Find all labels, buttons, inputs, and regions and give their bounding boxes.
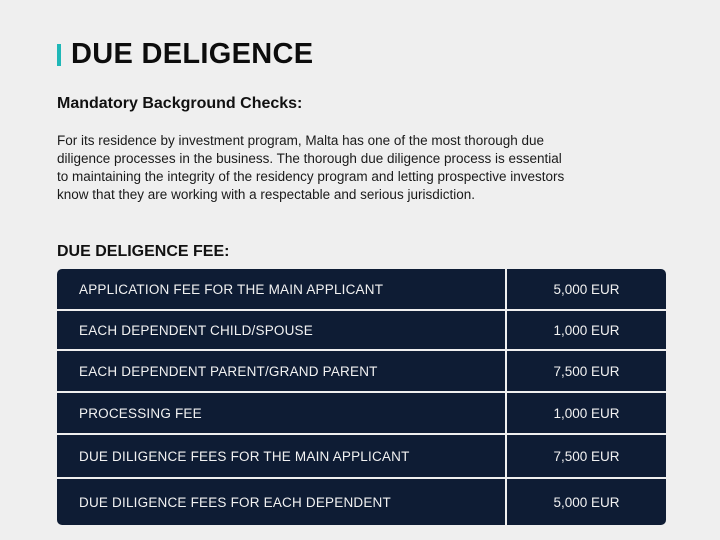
table-row: [57, 351, 666, 391]
fee-value: 1,000 EUR: [553, 322, 620, 338]
fee-heading: DUE DELIGENCE FEE:: [57, 243, 230, 260]
page-title-block: [57, 38, 313, 71]
fee-label: EACH DEPENDENT CHILD/SPOUSE: [79, 322, 313, 338]
page-title: DUE DELIGENCE: [71, 38, 314, 70]
background-checks-paragraph: For its residence by investment program, Malta has one of the most thorough due diligence processes in the business. The thorough due diligence process is essential to maintaining the integrity of the residency program and letting prospective investors know that they are working with a respectable and serious jurisdiction.: [57, 133, 565, 202]
background-checks-heading: Mandatory Background Checks:: [57, 95, 303, 112]
fee-label: EACH DEPENDENT PARENT/GRAND PARENT: [79, 363, 378, 379]
fee-value: 5,000 EUR: [553, 281, 620, 297]
fee-value: 7,500 EUR: [553, 363, 620, 379]
fee-label: PROCESSING FEE: [79, 405, 202, 421]
table-row: [57, 311, 666, 349]
table-row: [57, 435, 666, 478]
title-accent-bar: [57, 44, 61, 66]
fee-label: APPLICATION FEE FOR THE MAIN APPLICANT: [79, 281, 384, 297]
fee-value: 1,000 EUR: [553, 405, 620, 421]
table-row: [57, 269, 666, 309]
fee-value: 5,000 EUR: [553, 494, 620, 510]
table-row: [57, 393, 666, 433]
fee-label: DUE DILIGENCE FEES FOR EACH DEPENDENT: [79, 494, 391, 510]
table-row: [57, 479, 666, 525]
fee-table: [57, 269, 666, 525]
column-divider: [505, 269, 507, 525]
fee-label: DUE DILIGENCE FEES FOR THE MAIN APPLICANT: [79, 449, 410, 464]
fee-value: 7,500 EUR: [553, 449, 620, 464]
